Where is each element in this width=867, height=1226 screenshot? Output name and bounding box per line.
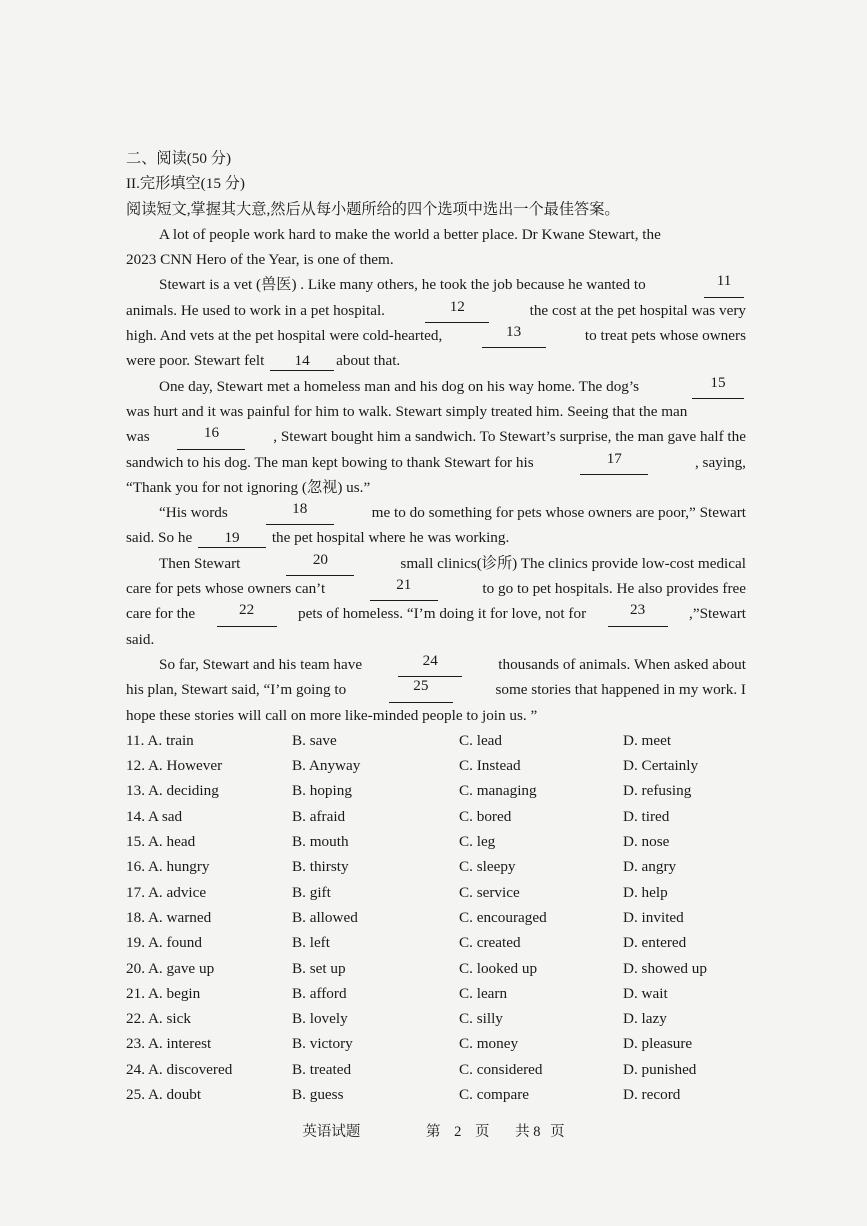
passage-line: was 16 , Stewart bought him a sandwich. To Stewart’s surprise, the man gave half the xyxy=(126,424,746,449)
question-row xyxy=(126,854,746,879)
option-b: B. save xyxy=(292,731,337,749)
option-c: C. service xyxy=(459,883,520,901)
option-d: D. pleasure xyxy=(623,1035,693,1053)
blank-21: 21 xyxy=(370,576,438,601)
blank-24: 24 xyxy=(398,652,462,677)
option-b: B. gift xyxy=(292,883,331,901)
passage-line: was hurt and it was painful for him to walk. Stewart simply treated him. Seeing that the man xyxy=(126,402,688,420)
option-d: D. meet xyxy=(623,731,672,749)
option-a: 11. A. train xyxy=(126,731,194,749)
question-row xyxy=(126,728,746,753)
question-row xyxy=(126,1082,746,1107)
option-a: 16. A. hungry xyxy=(126,858,210,876)
blank-23: 23 xyxy=(608,601,668,626)
option-c: C. bored xyxy=(459,807,512,825)
option-d: D. refusing xyxy=(623,782,692,800)
blank-19: 19 xyxy=(198,529,266,548)
option-c: C. silly xyxy=(459,1010,503,1028)
option-a: 23. A. interest xyxy=(126,1035,212,1053)
footer-page-unit: 页 xyxy=(475,1124,490,1140)
passage-line: So far, Stewart and his team have 24 thousands of animals. When asked about xyxy=(126,652,746,677)
passage-line: care for pets whose owners can’t 21 to go to pet hospitals. He also provides free xyxy=(126,576,746,601)
option-a: 22. A. sick xyxy=(126,1010,191,1028)
option-b: B. Anyway xyxy=(292,757,361,775)
passage-line: were poor. Stewart felt 14 about that. xyxy=(126,352,401,370)
option-c: C. managing xyxy=(459,782,537,800)
subsection-heading: II.完形填空(15 分) xyxy=(126,175,245,193)
blank-17: 17 xyxy=(580,450,648,475)
question-row xyxy=(126,804,746,829)
question-row xyxy=(126,753,746,778)
option-d: D. wait xyxy=(623,984,668,1002)
footer-total-unit: 页 xyxy=(550,1124,565,1140)
question-row xyxy=(126,956,746,981)
option-b: B. afraid xyxy=(292,807,346,825)
question-row xyxy=(126,981,746,1006)
question-row xyxy=(126,778,746,803)
option-d: D. nose xyxy=(623,833,670,851)
exam-page xyxy=(126,146,746,1107)
option-a: 15. A. head xyxy=(126,833,196,851)
question-row xyxy=(126,1031,746,1056)
option-c: C. money xyxy=(459,1035,519,1053)
passage-line: sandwich to his dog. The man kept bowing to thank Stewart for his 17 , saying, xyxy=(126,450,746,475)
footer-page-number: 2 xyxy=(454,1124,462,1140)
option-b: B. left xyxy=(292,934,330,952)
option-d: D. record xyxy=(623,1085,681,1103)
option-a: 24. A. discovered xyxy=(126,1060,233,1078)
option-b: B. set up xyxy=(292,959,346,977)
blank-12: 12 xyxy=(425,298,489,323)
option-c: C. sleepy xyxy=(459,858,516,876)
option-d: D. showed up xyxy=(623,959,707,977)
passage-line: 2023 CNN Hero of the Year, is one of them. xyxy=(126,251,394,269)
option-c: C. considered xyxy=(459,1060,543,1078)
option-a: 14. A sad xyxy=(126,807,183,825)
blank-22: 22 xyxy=(217,601,277,626)
option-c: C. lead xyxy=(459,731,503,749)
instruction: 阅读短文,掌握其大意,然后从每小题所给的四个选项中选出一个最佳答案。 xyxy=(126,200,620,218)
option-c: C. looked up xyxy=(459,959,538,977)
blank-18: 18 xyxy=(266,500,334,525)
question-options xyxy=(126,728,746,1107)
footer-page-prefix: 第 xyxy=(426,1124,441,1140)
option-d: D. help xyxy=(623,883,668,901)
option-b: B. afford xyxy=(292,984,347,1002)
passage-line: animals. He used to work in a pet hospital. 12 the cost at the pet hospital was very xyxy=(126,298,746,323)
option-a: 19. A. found xyxy=(126,934,202,952)
option-c: C. Instead xyxy=(459,757,521,775)
option-a: 18. A. warned xyxy=(126,908,212,926)
question-row xyxy=(126,905,746,930)
blank-20: 20 xyxy=(286,551,354,576)
passage-line: A lot of people work hard to make the world a better place. Dr Kwane Stewart, the xyxy=(159,225,661,243)
blank-13: 13 xyxy=(482,323,546,348)
blank-11: 11 xyxy=(704,272,744,297)
passage-line: high. And vets at the pet hospital were cold-hearted, 13 to treat pets whose owners xyxy=(126,323,746,348)
question-row xyxy=(126,1057,746,1082)
option-c: C. created xyxy=(459,934,521,952)
question-row xyxy=(126,829,746,854)
page-footer xyxy=(0,1120,867,1141)
option-c: C. encouraged xyxy=(459,908,547,926)
passage-line: Stewart is a vet (兽医) . Like many others, he took the job because he wanted to 11 xyxy=(126,272,746,297)
passage-line: care for the 22 pets of homeless. “I’m doing it for love, not for 23 ,”Stewart xyxy=(126,601,746,626)
option-d: D. Certainly xyxy=(623,757,699,775)
passage-line: his plan, Stewart said, “I’m going to 25 some stories that happened in my work. I xyxy=(126,677,746,702)
option-d: D. tired xyxy=(623,807,670,825)
option-a: 17. A. advice xyxy=(126,883,207,901)
option-d: D. invited xyxy=(623,908,684,926)
passage-line: said. So he 19 the pet hospital where he was working. xyxy=(126,529,510,547)
option-b: B. guess xyxy=(292,1085,344,1103)
question-row xyxy=(126,880,746,905)
section-heading: 二、阅读(50 分) xyxy=(126,150,232,167)
footer-total-number: 8 xyxy=(533,1124,541,1140)
option-b: B. mouth xyxy=(292,833,349,851)
option-a: 25. A. doubt xyxy=(126,1085,202,1103)
blank-16: 16 xyxy=(177,424,245,449)
option-c: C. learn xyxy=(459,984,508,1002)
question-row xyxy=(126,930,746,955)
option-d: D. punished xyxy=(623,1060,697,1078)
option-d: D. lazy xyxy=(623,1010,667,1028)
question-row xyxy=(126,1006,746,1031)
option-d: D. angry xyxy=(623,858,677,876)
option-a: 21. A. begin xyxy=(126,984,201,1002)
blank-15: 15 xyxy=(692,374,744,399)
option-a: 20. A. gave up xyxy=(126,959,215,977)
blank-25: 25 xyxy=(389,677,453,702)
passage-line: “Thank you for not ignoring (忽视) us.” xyxy=(126,478,371,496)
option-b: B. thirsty xyxy=(292,858,349,876)
option-b: B. allowed xyxy=(292,908,358,926)
passage-line: said. xyxy=(126,630,155,648)
option-a: 12. A. However xyxy=(126,757,223,775)
passage-line: “His words 18 me to do something for pets whose owners are poor,” Stewart xyxy=(126,500,746,525)
footer-total-prefix: 共 xyxy=(515,1124,530,1140)
passage-line: hope these stories will call on more like-minded people to join us. ” xyxy=(126,706,538,724)
option-c: C. compare xyxy=(459,1085,530,1103)
passage-line: One day, Stewart met a homeless man and his dog on his way home. The dog’s 15 xyxy=(126,374,746,399)
option-b: B. treated xyxy=(292,1060,352,1078)
option-d: D. entered xyxy=(623,934,687,952)
option-b: B. hoping xyxy=(292,782,352,800)
passage-line: Then Stewart 20 small clinics(诊所) The clinics provide low-cost medical xyxy=(126,551,746,576)
footer-subject: 英语试题 xyxy=(302,1124,361,1140)
option-b: B. victory xyxy=(292,1035,353,1053)
option-b: B. lovely xyxy=(292,1010,348,1028)
option-c: C. leg xyxy=(459,833,496,851)
blank-14: 14 xyxy=(270,352,334,371)
option-a: 13. A. deciding xyxy=(126,782,219,800)
